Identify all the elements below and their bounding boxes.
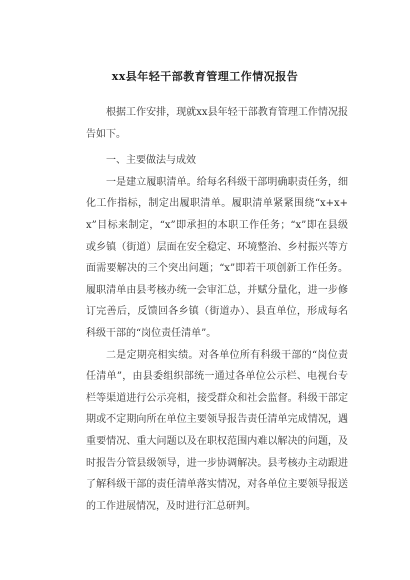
section-heading: 一、主要做法与成效 — [106, 155, 196, 167]
body-paragraph-duty-list: 一是建立履职清单。给每名科级干部明确职责任务，细化工作指标，制定出履职清单。履职清单紧紧围绕“x+x+x”目标来制定，“x”即承担的本职工作任务；“x”即在县级或乡镇（街道）层面在安全稳定、环境整治、乡村振兴等方面需要解决的三个突出问题；“x”即若干项创新工作任务。履职清单由县考核办统一会审汇总，并赋分量化，进一步修订完善后，反馈回各乡镇（街道办）、县直单位，形成每名科级干部的“岗位责任清单”。 — [86, 176, 348, 339]
document-body — [86, 102, 348, 517]
body-paragraph-performance: 二是定期亮相实绩。对各单位所有科级干部的“岗位责任清单”，由县委组织部统一通过各单位公示栏、电视台专栏等渠道进行公示亮相，接受群众和社会监督。科级干部定期或不定期向所在单位主要领导报告责任清单完成情况，遇重要情况、重大问题以及在职权范围内难以解决的问题，及时报告分管县级领导，进一步协调解决。县考核办主动跟进了解科级干部的责任清单落实情况，对各单位主要领导报送的工作进展情况，及时进行汇总研判。 — [86, 349, 348, 512]
document-title: xx县年轻干部教育管理工作情况报告 — [111, 70, 299, 83]
intro-paragraph: 根据工作安排，现就xx县年轻干部教育管理工作情况报告如下。 — [86, 107, 348, 140]
